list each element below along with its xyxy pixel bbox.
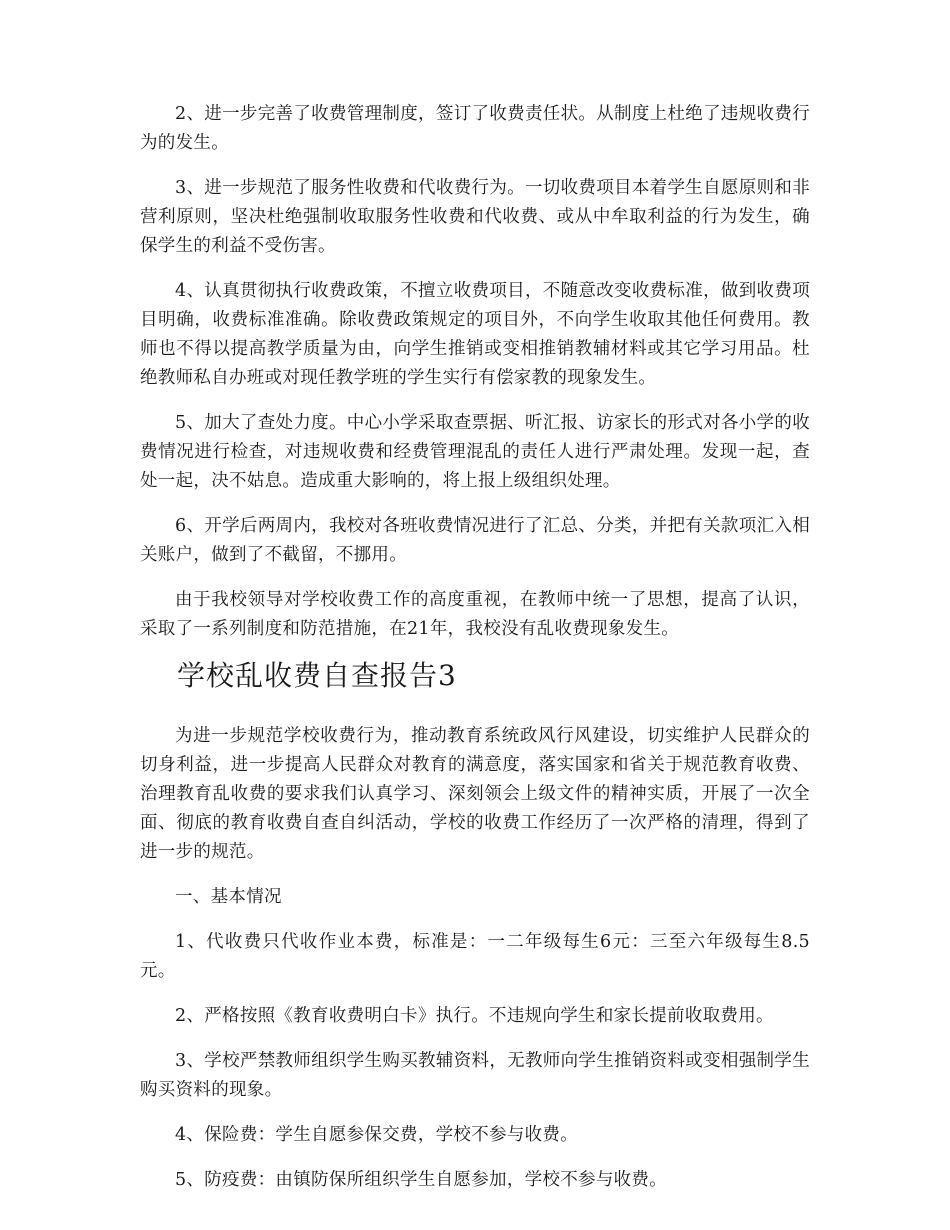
paragraph-item-5: 5、加大了查处力度。中心小学采取查票据、听汇报、访家长的形式对各小学的收费情况进行检查，对违规收费和经费管理混乱的责任人进行严肃处理。发现一起，查处一起，决不姑息。造成重大影响的，将上报上级组织处理。 [140, 413, 810, 491]
paragraph-item-2: 2、进一步完善了收费管理制度，签订了收费责任状。从制度上杜绝了违规收费行为的发生。 [140, 104, 810, 153]
subheading-basic-situation: 一、基本情况 [175, 887, 282, 907]
section-heading: 学校乱收费自查报告3 [177, 659, 457, 692]
paragraph-basic-5: 5、防疫费：由镇防保所组织学生自愿参加，学校不参与收费。 [175, 1170, 668, 1190]
paragraph-basic-2: 2、严格按照《教育收费明白卡》执行。不违规向学生和家长提前收取费用。 [175, 1006, 774, 1026]
paragraph-basic-1: 1、代收费只代收作业本费，标准是：一二年级每生6元：三至六年级每生8.5元。 [140, 932, 810, 981]
paragraph-item-4: 4、认真贯彻执行收费政策，不擅立收费项目，不随意改变收费标准，做到收费项目明确，收费标准准确。除收费政策规定的项目外，不向学生收取其他任何费用。教师也不得以提高教学质量为由，向学生推销或变相推销教辅材料或其它学习用品。杜绝教师私自办班或对现任教学班的学生实行有偿家教的现象发生。 [140, 281, 810, 388]
paragraph-basic-3: 3、学校严禁教师组织学生购买教辅资料，无教师向学生推销资料或变相强制学生购买资料的现象。 [140, 1051, 810, 1100]
paragraph-item-3: 3、进一步规范了服务性收费和代收费行为。一切收费项目本着学生自愿原则和非营利原则，坚决杜绝强制收取服务性收费和代收费、或从中牟取利益的行为发生，确保学生的利益不受伤害。 [140, 178, 810, 256]
document-page [140, 100, 810, 1211]
paragraph-intro: 为进一步规范学校收费行为，推动教育系统政风行风建设，切实维护人民群众的切身利益，进一步提高人民群众对教育的满意度，落实国家和省关于规范教育收费、治理教育乱收费的要求我们认真学习、深刻领会上级文件的精神实质，开展了一次全面、彻底的教育收费自查自纠活动，学校的收费工作经历了一次严格的清理，得到了进一步的规范。 [140, 726, 810, 862]
paragraph-item-6: 6、开学后两周内，我校对各班收费情况进行了汇总、分类，并把有关款项汇入相关账户，做到了不截留，不挪用。 [140, 516, 810, 565]
paragraph-conclusion: 由于我校领导对学校收费工作的高度重视，在教师中统一了思想，提高了认识，采取了一系列制度和防范措施，在21年，我校没有乱收费现象发生。 [140, 590, 810, 639]
paragraph-basic-4: 4、保险费：学生自愿参保交费，学校不参与收费。 [175, 1125, 579, 1145]
